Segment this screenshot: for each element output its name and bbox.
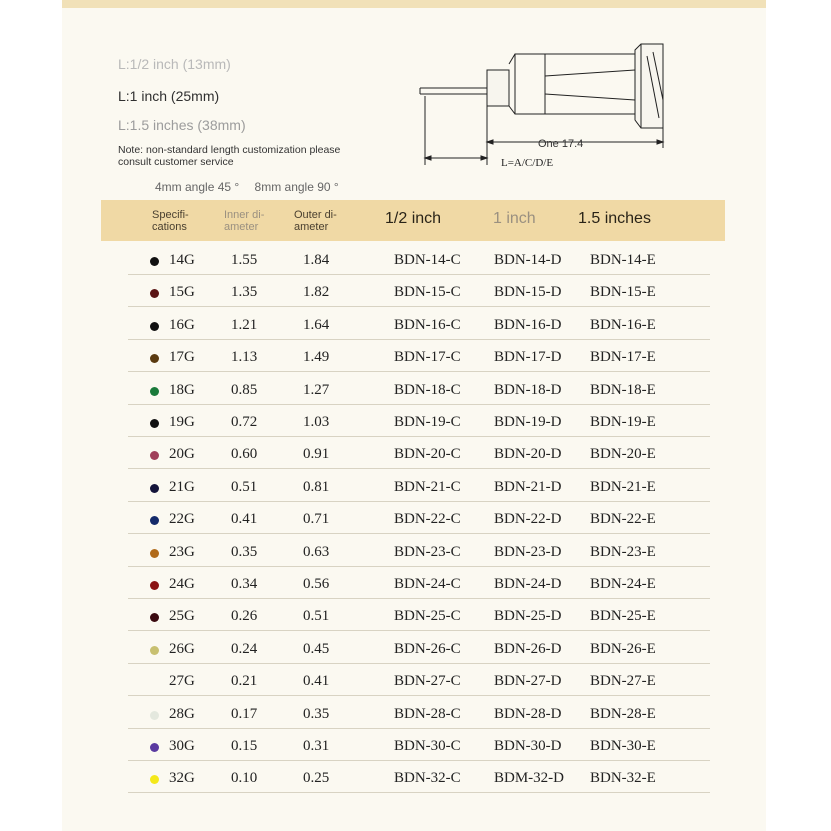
model-one-inch-cell: BDN-30-D [494,738,562,754]
gauge-cell: 15G [169,284,195,301]
model-half-inch-cell: BDN-19-C [394,414,461,430]
outer-diameter-cell: 0.41 [303,673,330,690]
table-row [128,538,710,567]
outer-diameter-cell: 1.82 [303,284,330,301]
table-row [128,376,710,405]
header-outer-diameter: Outer di- ameter [294,209,337,233]
outer-diameter-cell: 1.84 [303,252,330,268]
gauge-cell: 22G [169,511,195,528]
inner-diameter-cell: 0.21 [231,673,258,690]
table-row [128,278,710,307]
model-one-and-half-inch-cell: BDN-26-E [590,640,656,657]
gauge-color-dot [150,613,159,622]
model-half-inch-cell: BDN-14-C [394,252,461,268]
needle-diagram [415,40,670,175]
gauge-cell: 14G [169,252,195,268]
gauge-color-dot [150,257,159,266]
inner-diameter-cell: 0.35 [231,543,258,560]
model-one-inch-cell: BDN-27-D [494,673,562,690]
length-option-half-inch: L:1/2 inch (13mm) [118,56,231,72]
inner-diameter-cell: 0.17 [231,705,258,722]
inner-diameter-cell: 0.60 [231,446,258,463]
table-row [128,602,710,631]
length-option-one-and-half-inch: L:1.5 inches (38mm) [118,117,246,133]
model-one-inch-cell: BDN-16-D [494,316,562,333]
model-half-inch-cell: BDN-30-C [394,738,461,754]
gauge-cell: 30G [169,738,195,754]
model-half-inch-cell: BDN-25-C [394,608,461,625]
table-row [128,408,710,437]
gauge-cell: 18G [169,381,195,398]
length-label: L=A/C/D/E [501,157,554,169]
model-one-and-half-inch-cell: BDN-30-E [590,738,656,754]
outer-diameter-cell: 0.31 [303,738,330,754]
model-one-and-half-inch-cell: BDN-22-E [590,511,656,528]
gauge-color-dot [150,549,159,558]
inner-diameter-cell: 0.72 [231,414,258,430]
gauge-color-dot [150,387,159,396]
inner-diameter-cell: 0.10 [231,770,258,787]
inner-diameter-cell: 1.35 [231,284,258,301]
table-row [128,440,710,469]
model-half-inch-cell: BDN-17-C [394,349,461,366]
gauge-color-dot [150,581,159,590]
outer-diameter-cell: 1.64 [303,316,330,333]
model-one-inch-cell: BDN-25-D [494,608,562,625]
dimension-label: One 17.4 [538,138,584,150]
header-one-and-half-inch: 1.5 inches [578,210,651,227]
model-one-and-half-inch-cell: BDN-20-E [590,446,656,463]
outer-diameter-cell: 1.27 [303,381,330,398]
outer-diameter-cell: 1.49 [303,349,330,366]
model-one-and-half-inch-cell: BDN-27-E [590,673,656,690]
inner-diameter-cell: 0.85 [231,381,258,398]
gauge-color-dot [150,484,159,493]
model-half-inch-cell: BDN-20-C [394,446,461,463]
gauge-color-dot [150,646,159,655]
model-one-inch-cell: BDN-19-D [494,414,562,430]
model-one-inch-cell: BDN-22-D [494,511,562,528]
gauge-cell: 24G [169,576,195,592]
table-row [128,635,710,664]
model-one-inch-cell: BDN-17-D [494,349,562,366]
model-one-and-half-inch-cell: BDN-24-E [590,576,656,592]
gauge-color-dot [150,678,159,687]
gauge-color-dot [150,451,159,460]
model-one-inch-cell: BDN-23-D [494,543,562,560]
outer-diameter-cell: 0.45 [303,640,330,657]
model-one-and-half-inch-cell: BDN-21-E [590,478,656,495]
model-half-inch-cell: BDN-24-C [394,576,461,592]
outer-diameter-cell: 0.56 [303,576,330,592]
gauge-cell: 21G [169,478,195,495]
model-one-and-half-inch-cell: BDN-14-E [590,252,656,268]
model-one-and-half-inch-cell: BDN-32-E [590,770,656,787]
model-one-inch-cell: BDN-24-D [494,576,562,592]
angle-90-label: 8mm angle 90 ° [254,180,339,194]
table-row [128,473,710,502]
model-one-inch-cell: BDN-21-D [494,478,562,495]
table-row [128,311,710,340]
model-half-inch-cell: BDN-15-C [394,284,461,301]
table-row [128,700,710,729]
outer-diameter-cell: 0.71 [303,511,330,528]
gauge-color-dot [150,354,159,363]
model-one-and-half-inch-cell: BDN-28-E [590,705,656,722]
model-half-inch-cell: BDN-21-C [394,478,461,495]
model-half-inch-cell: BDN-16-C [394,316,461,333]
model-one-and-half-inch-cell: BDN-15-E [590,284,656,301]
inner-diameter-cell: 1.13 [231,349,258,366]
gauge-color-dot [150,743,159,752]
header-one-inch: 1 inch [493,210,536,227]
gauge-cell: 25G [169,608,195,625]
model-one-inch-cell: BDN-14-D [494,252,562,268]
table-row [128,667,710,696]
gauge-cell: 32G [169,770,195,787]
model-one-inch-cell: BDN-28-D [494,705,562,722]
gauge-color-dot [150,711,159,720]
outer-diameter-cell: 0.25 [303,770,330,787]
inner-diameter-cell: 0.34 [231,576,258,592]
outer-diameter-cell: 0.63 [303,543,330,560]
model-half-inch-cell: BDN-28-C [394,705,461,722]
model-one-and-half-inch-cell: BDN-17-E [590,349,656,366]
table-row [128,505,710,534]
model-one-and-half-inch-cell: BDN-18-E [590,381,656,398]
model-one-inch-cell: BDN-26-D [494,640,562,657]
model-half-inch-cell: BDN-32-C [394,770,461,787]
inner-diameter-cell: 0.51 [231,478,258,495]
inner-diameter-cell: 0.15 [231,738,258,754]
model-half-inch-cell: BDN-27-C [394,673,461,690]
gauge-color-dot [150,419,159,428]
gauge-cell: 20G [169,446,195,463]
customization-note: Note: non-standard length customization please consult customer service [118,144,341,168]
gauge-color-dot [150,775,159,784]
header-specifications: Specifi- cations [152,209,189,233]
inner-diameter-cell: 0.26 [231,608,258,625]
gauge-cell: 16G [169,316,195,333]
header-half-inch: 1/2 inch [385,210,442,227]
inner-diameter-cell: 0.41 [231,511,258,528]
model-one-and-half-inch-cell: BDN-19-E [590,414,656,430]
model-half-inch-cell: BDN-22-C [394,511,461,528]
gauge-color-dot [150,322,159,331]
gauge-color-dot [150,516,159,525]
gauge-cell: 17G [169,349,195,366]
outer-diameter-cell: 0.51 [303,608,330,625]
gauge-cell: 26G [169,640,195,657]
length-option-one-inch: L:1 inch (25mm) [118,88,220,104]
gauge-color-dot [150,289,159,298]
model-one-and-half-inch-cell: BDN-25-E [590,608,656,625]
top-border [62,0,766,8]
model-one-inch-cell: BDN-20-D [494,446,562,463]
model-one-inch-cell: BDN-15-D [494,284,562,301]
table-row [128,246,710,275]
angle-45-label: 4mm angle 45 ° [155,180,240,194]
table-row [128,764,710,793]
model-half-inch-cell: BDN-18-C [394,381,461,398]
model-one-and-half-inch-cell: BDN-16-E [590,316,656,333]
outer-diameter-cell: 0.91 [303,446,330,463]
gauge-cell: 23G [169,543,195,560]
gauge-cell: 27G [169,673,195,690]
model-one-inch-cell: BDM-32-D [494,770,564,787]
gauge-cell: 19G [169,414,195,430]
outer-diameter-cell: 0.81 [303,478,330,495]
inner-diameter-cell: 0.24 [231,640,258,657]
header-inner-diameter: Inner di- ameter [224,209,265,233]
table-row [128,732,710,761]
model-half-inch-cell: BDN-23-C [394,543,461,560]
table-row [128,570,710,599]
table-row [128,343,710,372]
model-one-inch-cell: BDN-18-D [494,381,562,398]
inner-diameter-cell: 1.21 [231,316,258,333]
outer-diameter-cell: 0.35 [303,705,330,722]
outer-diameter-cell: 1.03 [303,414,330,430]
gauge-cell: 28G [169,705,195,722]
angle-info [155,180,351,194]
model-half-inch-cell: BDN-26-C [394,640,461,657]
inner-diameter-cell: 1.55 [231,252,258,268]
model-one-and-half-inch-cell: BDN-23-E [590,543,656,560]
